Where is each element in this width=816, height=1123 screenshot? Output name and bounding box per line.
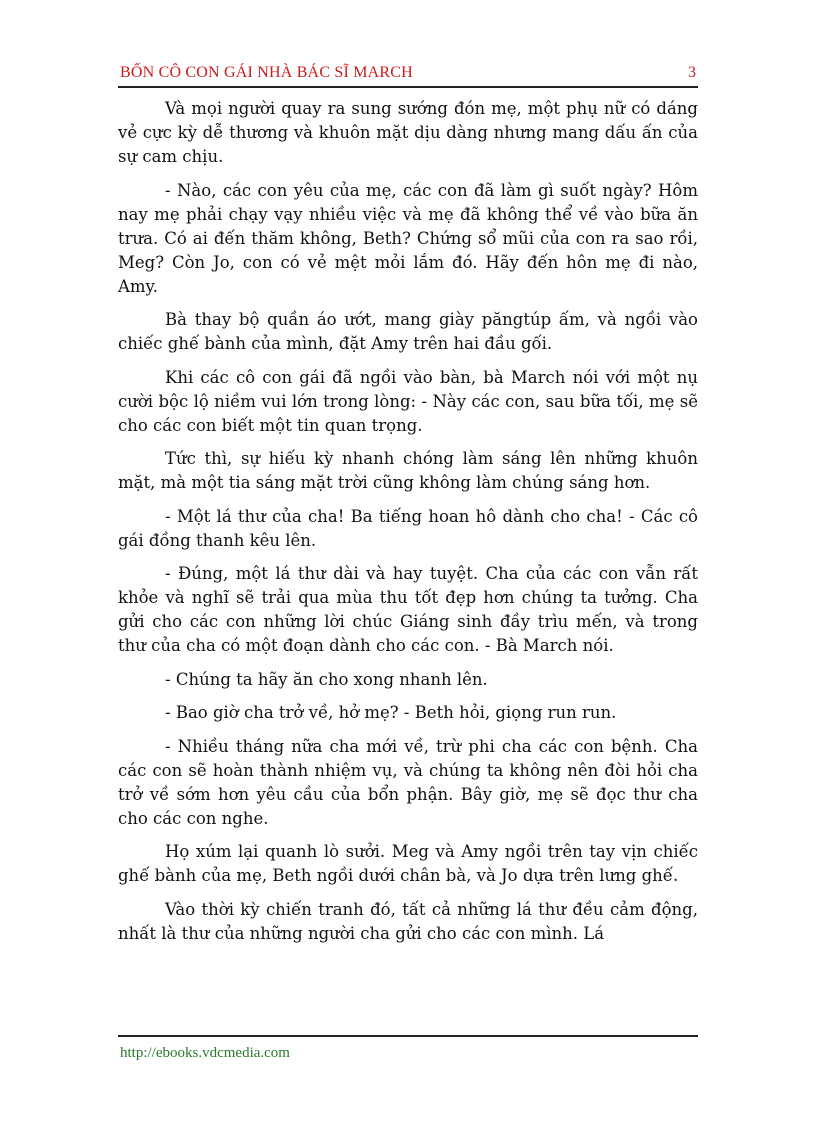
paragraph: - Nào, các con yêu của mẹ, các con đã làm gì suốt ngày? Hôm nay mẹ phải chạy vạy nhiều việc và mẹ đã không thể về vào bữa ăn trưa. Có ai đến thăm không, Beth? Chứng sổ mũi của con ra sao rồi, Meg? Còn Jo, con có vẻ mệt mỏi lắm đó. Hãy đến hôn mẹ đi nào, Amy. (118, 180, 698, 296)
footer-link[interactable]: http://ebooks.vdcmedia.com (120, 1045, 290, 1061)
paragraph: - Đúng, một lá thư dài và hay tuyệt. Cha của các con vẫn rất khỏe và nghĩ sẽ trải qua mùa thu tốt đẹp hơn chúng ta tưởng. Cha gửi cho các con những lời chúc Giáng sinh đầy trìu mến, và trong thư của cha có một đoạn dành cho các con. - Bà March nói. (118, 564, 698, 655)
paragraph: Tức thì, sự hiếu kỳ nhanh chóng làm sáng lên những khuôn mặt, mà một tia sáng mặt trời cũng không làm chúng sáng hơn. (118, 449, 698, 492)
paragraph: - Một lá thư của cha! Ba tiếng hoan hô dành cho cha! - Các cô gái đồng thanh kêu lên. (118, 506, 698, 550)
page-number: 3 (688, 64, 696, 81)
paragraph: Vào thời kỳ chiến tranh đó, tất cả những lá thư đều cảm động, nhất là thư của những người cha gửi cho các con mình. Lá (118, 899, 698, 943)
page-footer (118, 1035, 698, 1061)
paragraph: - Bao giờ cha trở về, hở mẹ? - Beth hỏi, giọng run run. (165, 703, 617, 722)
paragraph: Bà thay bộ quần áo ướt, mang giày păngtúp ấm, và ngồi vào chiếc ghế bành của mình, đặt Amy trên hai đầu gối. (118, 310, 698, 353)
running-title: BỐN CÔ CON GÁI NHÀ BÁC SĨ MARCH (120, 64, 413, 81)
page-header (118, 62, 698, 88)
paragraph: Khi các cô con gái đã ngồi vào bàn, bà March nói với một nụ cười bộc lộ niềm vui lớn trong lòng: - Này các con, sau bữa tối, mẹ sẽ cho các con biết một tin quan trọng. (118, 367, 698, 435)
paragraph: Họ xúm lại quanh lò sưởi. Meg và Amy ngồi trên tay vịn chiếc ghế bành của mẹ, Beth ngồi dưới chân bà, và Jo dựa trên lưng ghế. (118, 842, 698, 885)
paragraph: - Chúng ta hãy ăn cho xong nhanh lên. (165, 669, 488, 689)
paragraph: - Nhiều tháng nữa cha mới về, trừ phi cha các con bệnh. Cha các con sẽ hoàn thành nhiệm vụ, và chúng ta không nên đòi hỏi cha trở về sớm hơn yêu cầu của bổn phận. Bây giờ, mẹ sẽ đọc thư cha cho các con nghe. (118, 736, 698, 828)
page-body (118, 97, 698, 955)
paragraph: Và mọi người quay ra sung sướng đón mẹ, một phụ nữ có dáng vẻ cực kỳ dễ thương và khuôn mặt dịu dàng nhưng mang dấu ấn của sự cam chịu. (118, 99, 698, 166)
